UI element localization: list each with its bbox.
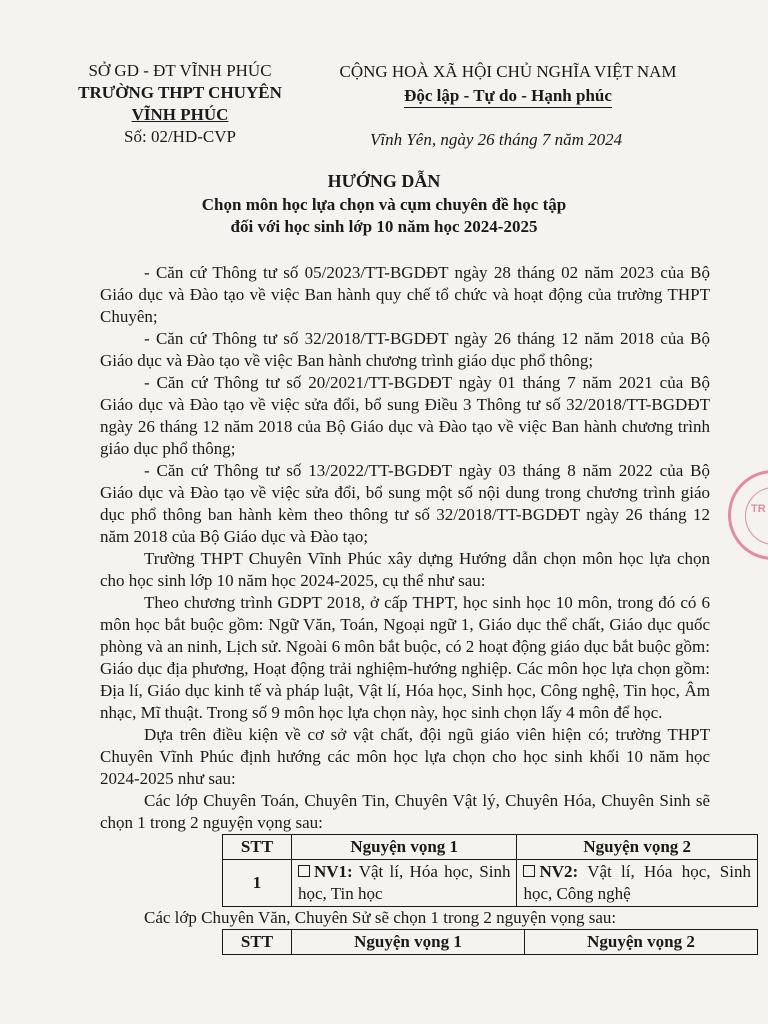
paragraph-literature-history-classes: Các lớp Chuyên Văn, Chuyên Sử sẽ chọn 1 trong 2 nguyện vọng sau:: [144, 908, 617, 927]
checkbox-icon[interactable]: [298, 865, 310, 877]
school-name-line2: VĨNH PHÚC: [131, 105, 229, 124]
header-nv1: Nguyện vọng 1: [292, 835, 517, 860]
nation-name: CỘNG HOÀ XÃ HỘI CHỦ NGHĨA VIỆT NAM: [339, 62, 677, 81]
school-name-line1: TRƯỜNG THPT CHUYÊN: [78, 83, 282, 102]
header-stt: STT: [223, 930, 292, 955]
options-table-2: [222, 929, 758, 955]
paragraph-program: Theo chương trình GDPT 2018, ở cấp THPT, học sinh học 10 môn, trong đó có 6 môn học bắt buộc gồm: Ngữ Văn, Toán, Ngoại ngữ 1, Giáo dục thể chất, Giáo dục quốc phòng và an ninh, Lịch sử. Ngoài 6 môn bắt buộc, có 2 hoạt động giáo dục bắt buộc gồm: Giáo dục địa phương, Hoạt động trải nghiệm-hướng nghiệp. Các môn học lựa chọn gồm: Địa lí, Giáo dục kinh tế và pháp luật, Vật lí, Hóa học, Sinh học, Công nghệ, Tin học, Âm nhạc, Mĩ thuật. Trong số 9 môn học lựa chọn này, học sinh chọn lấy 4 môn để học.: [100, 593, 710, 722]
issuing-agency-header: [60, 60, 300, 148]
national-header: [308, 60, 708, 108]
nv2-option: [517, 860, 758, 907]
title-line-1: HƯỚNG DẪN: [327, 171, 441, 191]
title-line-2: Chọn môn học lựa chọn và cụm chuyên đề học tập: [201, 195, 567, 214]
table-row: [223, 860, 758, 907]
title-line-3: đối với học sinh lớp 10 năm học 2024-2025: [230, 217, 538, 236]
paragraph-legal-basis-2: - Căn cứ Thông tư số 32/2018/TT-BGDĐT ngày 26 tháng 12 năm 2018 của Bộ Giáo dục và Đào tạo về việc Ban hành chương trình giáo dục phổ thông;: [100, 329, 710, 370]
school-seal-stamp: [728, 470, 768, 560]
header-nv2: Nguyện vọng 2: [517, 835, 758, 860]
seal-mark: TR: [751, 503, 766, 515]
paragraph-legal-basis-1: - Căn cứ Thông tư số 05/2023/TT-BGDĐT ngày 28 tháng 02 năm 2023 của Bộ Giáo dục và Đào tạo về việc Ban hành quy chế tổ chức và hoạt động của trường THPT Chuyên;: [100, 263, 710, 326]
paragraph-legal-basis-4: - Căn cứ Thông tư số 13/2022/TT-BGDĐT ngày 03 tháng 8 năm 2022 của Bộ Giáo dục và Đào tạo về việc sửa đổi, bổ sung một số nội dung trong chương trình giáo dục phổ thông ban hành kèm theo thông tư số 32/2018/TT-BGDĐT ngày 26 tháng 12 năm 2018 của Bộ Giáo dục và Đào tạo;: [100, 461, 710, 546]
issue-date: Vĩnh Yên, ngày 26 tháng 7 năm 2024: [370, 130, 623, 149]
table-header-row: [223, 930, 758, 955]
options-table-1: [222, 834, 758, 907]
paragraph-orientation: Dựa trên điều kiện về cơ sở vật chất, đội ngũ giáo viên hiện có; trường THPT Chuyên Vĩnh Phúc định hướng các môn học lựa chọn cho học sinh khối 10 năm học 2024-2025 như sau:: [100, 725, 710, 788]
nv1-label: NV1:: [314, 862, 353, 881]
paragraph-intro: Trường THPT Chuyên Vĩnh Phúc xây dựng Hướng dẫn chọn môn học lựa chọn cho học sinh lớp 10 năm học 2024-2025, cụ thể như sau:: [100, 549, 710, 590]
nv1-option: [292, 860, 517, 907]
header-nv2: Nguyện vọng 2: [525, 930, 758, 955]
document-body: [100, 262, 751, 955]
document-number: Số: 02/HD-CVP: [124, 127, 236, 146]
nv2-subjects: Vật lí, Hóa học, Sinh học, Công nghệ: [523, 862, 751, 903]
header-nv1: Nguyện vọng 1: [292, 930, 525, 955]
document-title: [0, 170, 768, 238]
row-stt: 1: [223, 860, 292, 907]
nv1-subjects: Vật lí, Hóa học, Sinh học, Tin học: [298, 862, 511, 903]
seal-inner-ring: [745, 487, 768, 545]
department-name: SỞ GD - ĐT VĨNH PHÚC: [88, 61, 272, 80]
nv2-label: NV2:: [539, 862, 579, 881]
paragraph-legal-basis-3: - Căn cứ Thông tư số 20/2021/TT-BGDĐT ngày 01 tháng 7 năm 2021 của Bộ Giáo dục và Đào tạo về việc sửa đổi, bổ sung Điều 3 Thông tư số 32/2018/TT-BGDĐT ngày 26 tháng 12 năm 2018 của Bộ Giáo dục và Đào tạo về việc Ban hành chương trình giáo dục phổ thông;: [100, 373, 710, 458]
header-stt: STT: [223, 835, 292, 860]
checkbox-icon[interactable]: [523, 865, 535, 877]
paragraph-specialized-classes: Các lớp Chuyên Toán, Chuyên Tin, Chuyên Vật lý, Chuyên Hóa, Chuyên Sinh sẽ chọn 1 trong 2 nguyện vọng sau:: [100, 791, 710, 832]
table-header-row: [223, 835, 758, 860]
national-motto: Độc lập - Tự do - Hạnh phúc: [404, 85, 612, 108]
